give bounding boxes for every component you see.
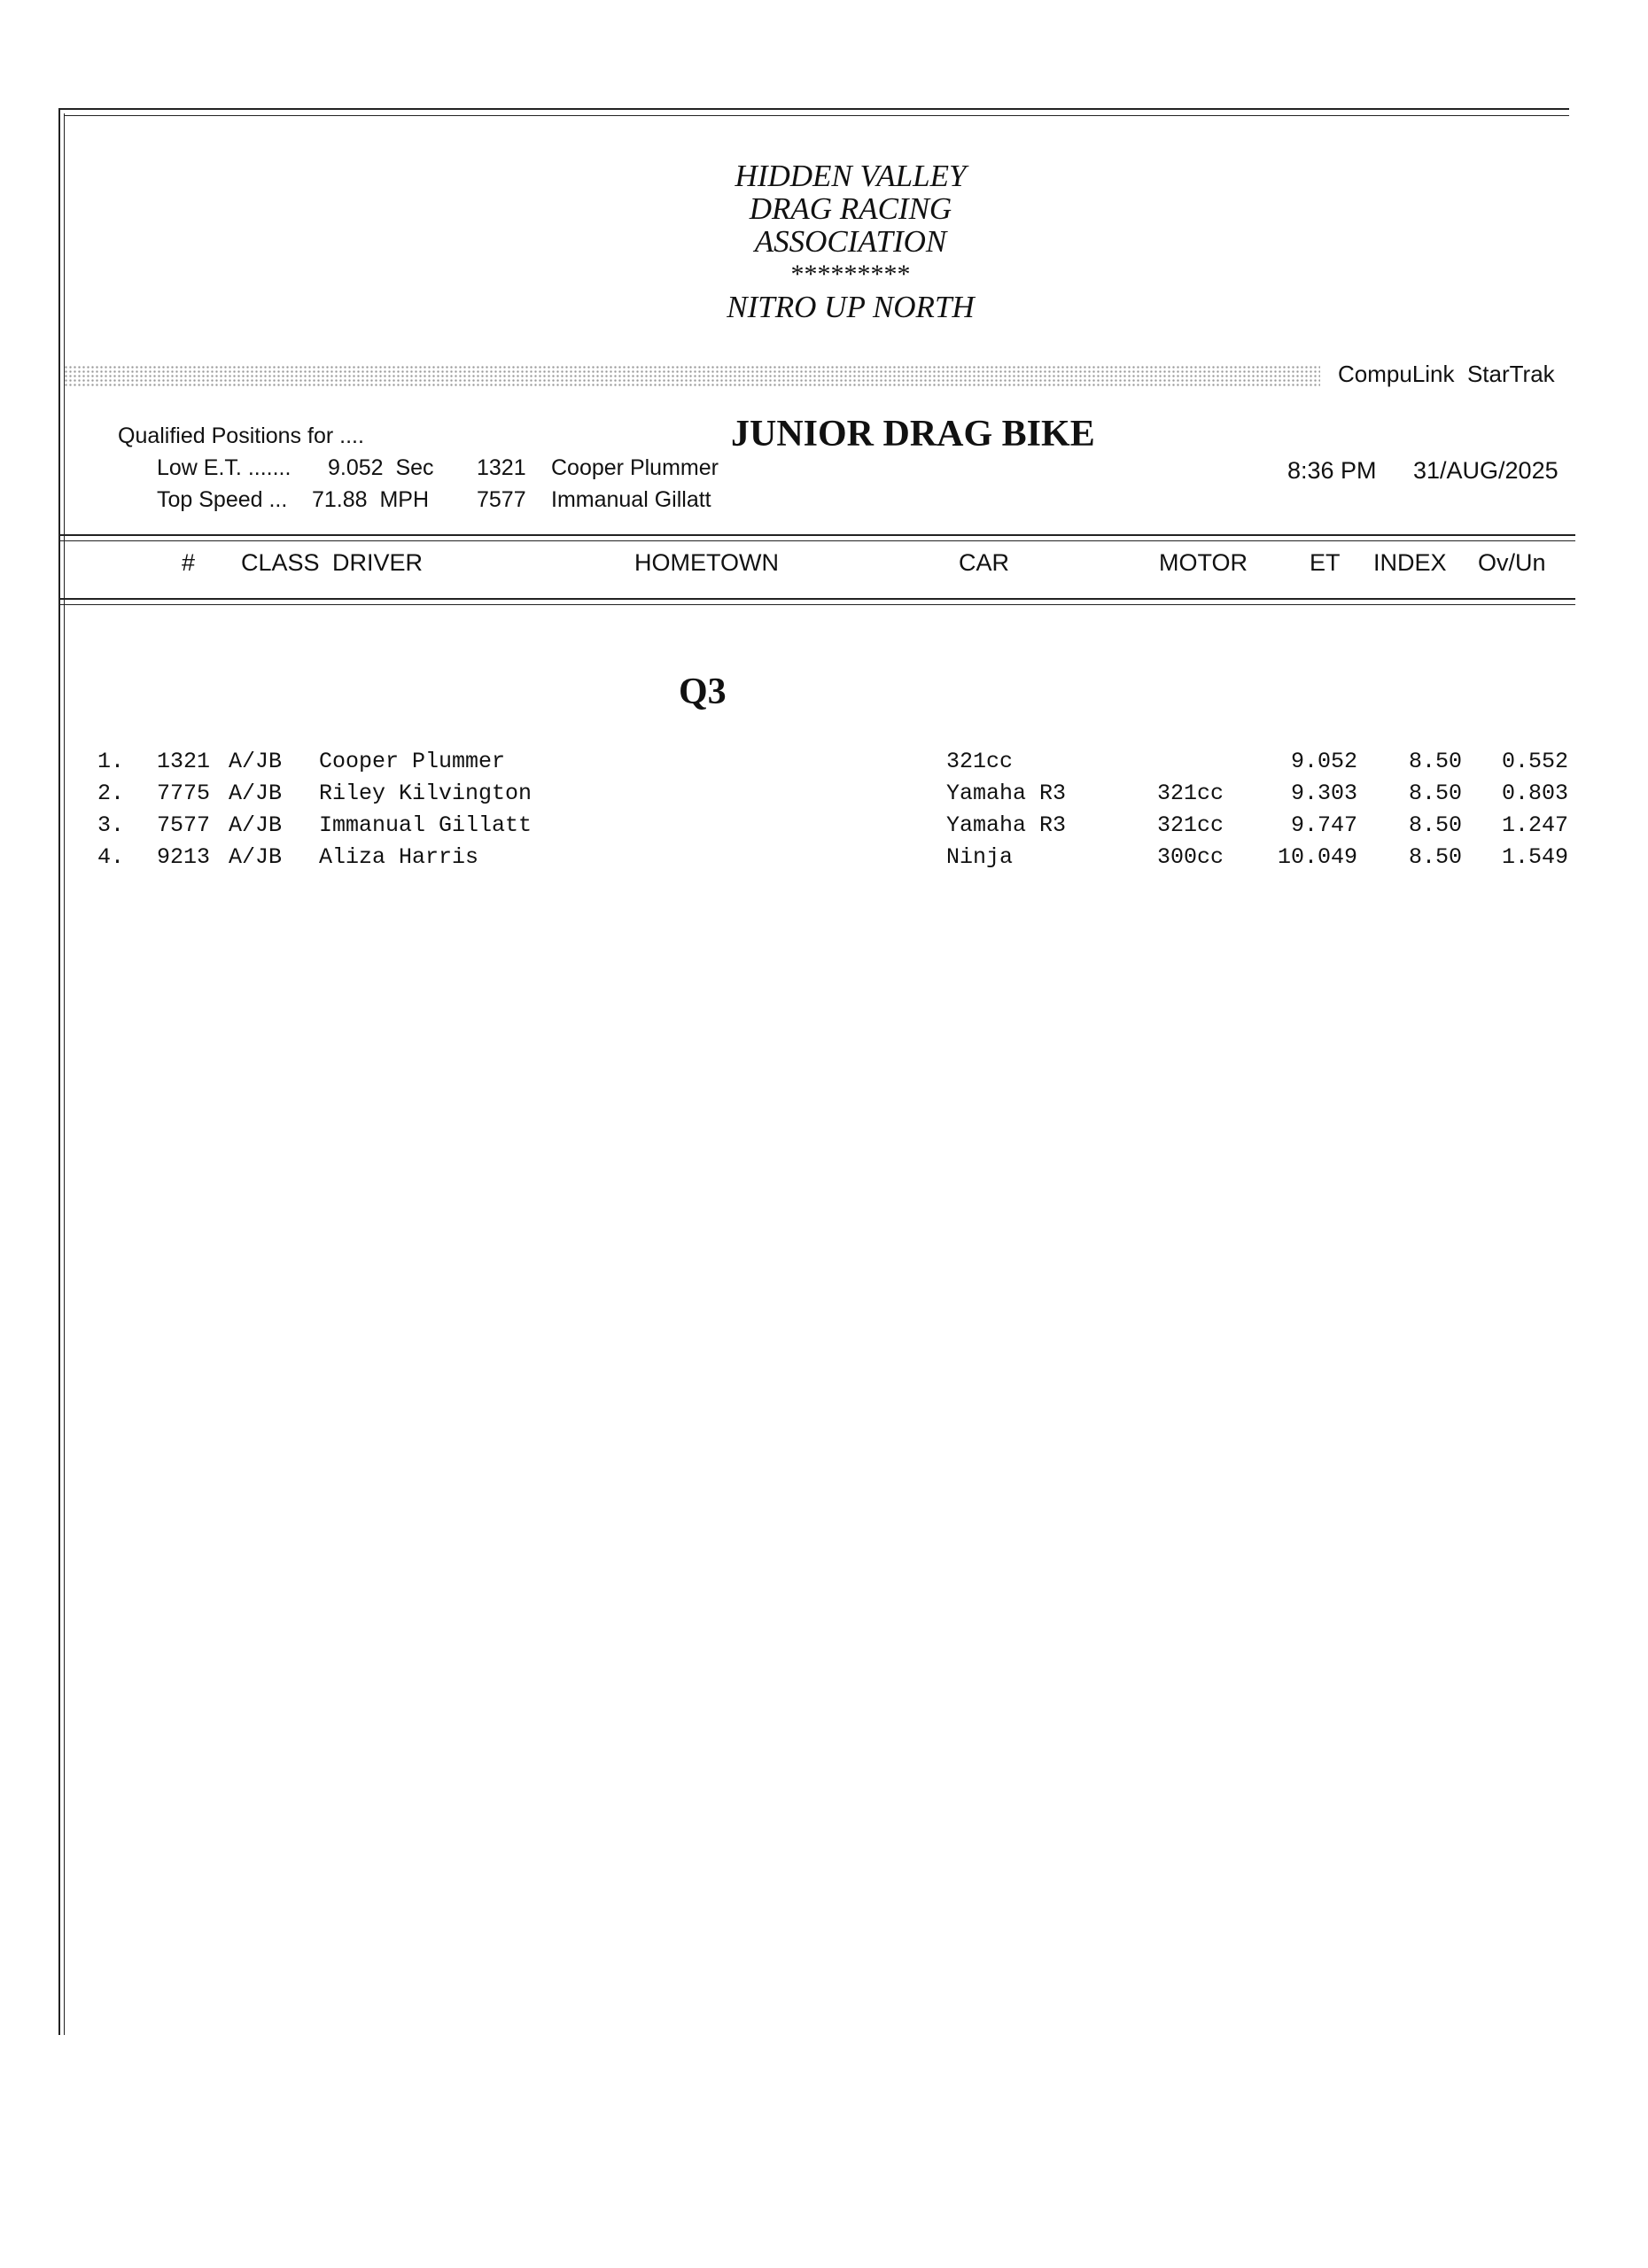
report-time: 8:36 PM [1287, 457, 1377, 484]
org-name-line2: DRAG RACING [749, 191, 952, 226]
table-row [0, 749, 1648, 781]
row-motor: 300cc [1157, 844, 1224, 870]
row-number: 1321 [157, 749, 211, 774]
col-car: CAR [959, 549, 1010, 576]
top-speed-driver: Immanual Gillatt [551, 487, 711, 512]
top-speed-label: Top Speed ... [157, 487, 288, 512]
row-driver: Immanual Gillatt [319, 812, 532, 838]
row-position: 1. [97, 749, 125, 774]
table-row [0, 812, 1648, 844]
row-ovun: 0.803 [1501, 781, 1568, 806]
row-car: 321cc [946, 749, 1014, 774]
row-number: 7577 [157, 812, 211, 838]
row-class: A/JB [229, 781, 283, 806]
col-ovun: Ov/Un [1478, 549, 1546, 576]
col-hometown: HOMETOWN [634, 549, 779, 576]
row-position: 4. [97, 844, 125, 870]
low-et-driver: Cooper Plummer [551, 455, 719, 480]
table-row [0, 844, 1648, 876]
row-index: 8.50 [1408, 844, 1462, 870]
row-class: A/JB [229, 812, 283, 838]
org-name-line1: HIDDEN VALLEY [735, 159, 967, 193]
row-car: Yamaha R3 [946, 781, 1067, 806]
col-motor: MOTOR [1159, 549, 1248, 576]
row-driver: Aliza Harris [319, 844, 479, 870]
row-motor: 321cc [1157, 812, 1224, 838]
table-row [0, 781, 1648, 812]
col-driver: DRIVER [332, 549, 424, 576]
row-position: 3. [97, 812, 125, 838]
low-et-label: Low E.T. ....... [157, 455, 292, 480]
col-num: # [182, 549, 196, 576]
row-et: 9.747 [1290, 812, 1357, 838]
class-title: JUNIOR DRAG BIKE [731, 414, 1095, 454]
frame-top-inner [64, 115, 1569, 116]
row-driver: Cooper Plummer [319, 749, 506, 774]
org-name-line3: ASSOCIATION [754, 224, 947, 259]
row-position: 2. [97, 781, 125, 806]
top-speed-value: 71.88 MPH [312, 487, 430, 512]
row-car: Ninja [946, 844, 1014, 870]
header-rule-bottom-2 [58, 604, 1575, 605]
row-driver: Riley Kilvington [319, 781, 532, 806]
org-stars: ********* [790, 260, 911, 289]
row-number: 9213 [157, 844, 211, 870]
frame-top-outer [58, 108, 1569, 110]
session-label: Q3 [679, 672, 727, 712]
row-class: A/JB [229, 749, 283, 774]
header-rule-bottom-1 [58, 598, 1575, 600]
system-name: CompuLink StarTrak [1338, 361, 1555, 387]
col-et: ET [1310, 549, 1341, 576]
low-et-value: 9.052 Sec [328, 455, 434, 480]
event-name: NITRO UP NORTH [727, 290, 975, 324]
header-rule-top-1 [58, 534, 1575, 536]
col-class: CLASS [241, 549, 320, 576]
dotted-band [64, 365, 1320, 386]
frame-left-inner [64, 113, 65, 2035]
row-et: 9.303 [1290, 781, 1357, 806]
row-et: 10.049 [1277, 844, 1357, 870]
row-index: 8.50 [1408, 812, 1462, 838]
frame-left-outer [58, 108, 60, 2035]
qualified-label: Qualified Positions for .... [118, 423, 364, 448]
header-rule-top-2 [58, 540, 1575, 541]
report-date: 31/AUG/2025 [1413, 457, 1559, 484]
row-et: 9.052 [1290, 749, 1357, 774]
row-index: 8.50 [1408, 781, 1462, 806]
row-index: 8.50 [1408, 749, 1462, 774]
top-speed-number: 7577 [477, 487, 526, 512]
row-ovun: 0.552 [1501, 749, 1568, 774]
row-car: Yamaha R3 [946, 812, 1067, 838]
col-index: INDEX [1373, 549, 1447, 576]
row-class: A/JB [229, 844, 283, 870]
row-motor: 321cc [1157, 781, 1224, 806]
row-ovun: 1.549 [1501, 844, 1568, 870]
low-et-number: 1321 [477, 455, 526, 480]
row-number: 7775 [157, 781, 211, 806]
row-ovun: 1.247 [1501, 812, 1568, 838]
